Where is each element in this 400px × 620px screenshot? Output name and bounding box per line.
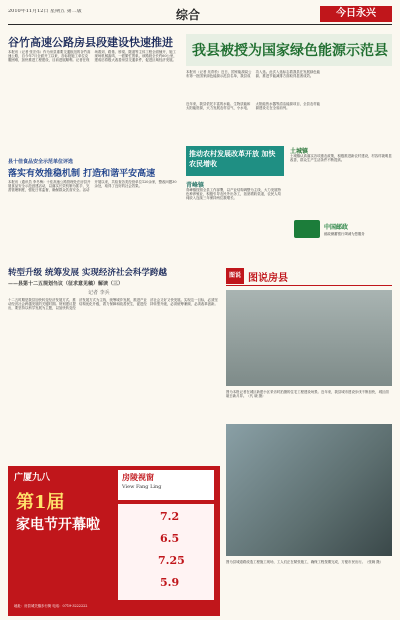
photo-news-title: 图说房县	[248, 273, 288, 284]
ad-price-1: 7.2	[160, 510, 180, 523]
blue-story-body: 本报讯（通讯员 李冬梅）十佳高速公路管理处在房县开展食品安全示范创建活动，以落实长效机制为抓手，完善管理制度，强化日常监督，确保群众饮食安全。活动开展以来，共检查各类经营单位120余家，整改问题30余处，取得了良好的社会效果。	[8, 180, 177, 193]
lead-story-title: 谷竹高速公路房县段建设快速推进	[8, 36, 173, 49]
teal-box-byline: 青峰镇	[186, 182, 205, 189]
company-box-title: 土城镇	[290, 148, 309, 155]
post-logo-icon	[294, 220, 320, 238]
lead-story-body: 本报讯（记者 张宏伟）作为房县重要交通枢纽的谷竹高速公路，自今年7月全面开工以来，各标段施工单位克服困难，加快推进工程建设，目前进展顺利。记者在现场看到，路基、桥梁、隧道等主体工程全面铺开，施工现场机械轰鸣，一派繁忙景象。该路段全长约60公里，建成后将极大改善房县交通条件，促进区域经济发展。	[8, 50, 177, 63]
teal-box-body: 青峰镇按照全县工作部署，以产业结构调整为主线，大力发展特色种养殖业，积极引导农民外出务工，拓宽增收渠道，农民人均纯收入连续三年保持两位数增长。	[186, 188, 281, 201]
ad-price-3: 7.25	[158, 554, 185, 567]
photo-construction-1	[226, 290, 392, 386]
header-bar	[8, 6, 392, 28]
blue-story-kicker: 县十佳食品安全示范单位评选	[8, 159, 74, 165]
theory-title: 转型升级 统筹发展 实现经济社会科学跨越	[8, 268, 167, 278]
lead-story	[8, 34, 178, 154]
theory-body: 十二五时期是我县加快转变经济发展方式、推动经济社会跨越发展的关键时期。规划建议提出，要坚持以科学发展为主题，以加快转变经济发展方式为主线，统筹城乡发展，推进产业结构优化升级，着力保障和改善民生，促进经济社会又好又快发展。实现这一目标，必须坚持转型升级，必须统筹兼顾，必须改革创新。	[8, 298, 218, 311]
green-feature-title: 我县被授为国家绿色能源示范县	[192, 43, 388, 59]
ad-footer: 地址：房县城关镇步行街 电话：0719-3222222	[14, 604, 88, 608]
green-feature-intro: 本报讯（记者 吴青松）近日，国家能源局公布第一批国家绿色能源示范县名单，我县成功入选。此次入选标志着我县在发展绿色能源、推进节能减排方面取得显著成效。	[186, 70, 321, 79]
teal-box	[186, 146, 284, 258]
blue-story	[8, 158, 178, 250]
photo-construction-2	[226, 424, 392, 556]
green-feature	[186, 34, 392, 142]
theory-section	[8, 266, 218, 462]
section-title: 综合	[176, 8, 201, 22]
green-feature-body: 近年来，我县依托丰富的水能、生物质能和太阳能资源，大力发展农村沼气、小水电、太阳能热水器等清洁能源项目，全县农村能源建设走在全省前列。	[186, 102, 321, 111]
paper-logo: 今日永兴	[320, 6, 392, 22]
photo-news	[226, 266, 392, 616]
theory-byline: 记者 李兵	[88, 290, 110, 296]
ad-brand-en: View Fang Ling	[122, 484, 162, 490]
photo-news-caption-1: 图为本报记者在城区新建小区采访时拍摄的住宅工程建设场景。近年来，我县城市建设步伐不断加快，城区面貌日新月异。（代 晓 摄）	[226, 390, 389, 399]
ad-store-name: 广厦九八	[14, 473, 51, 483]
blue-story-title: 落实有效推稳机制 打造和谐平安高速	[8, 169, 156, 179]
ad-headline: 第1届	[16, 492, 65, 513]
photo-news-icon: 图说	[226, 268, 244, 284]
ad-price-4: 5.9	[160, 576, 180, 589]
theory-subtitle: ——县第十二五规划刍议（征求意见稿）解读（三）	[8, 281, 124, 287]
ad-subtitle: 家电节开幕啦	[16, 517, 100, 533]
ad-brand: 房陵视窗	[122, 472, 154, 482]
company-box-body: 土城镇认真落实各项惠农政策，积极推进新农村建设，村容村貌明显改善，群众生产生活条件不断提高。	[290, 154, 392, 163]
ad-price-2: 6.5	[160, 532, 180, 545]
company-ad-text: 邮政储蓄银行竭诚为您服务	[324, 232, 365, 236]
photo-news-caption-2: 图为县城道路改造工程施工现场，工人们正在紧张施工，确保工程按期完成，方便市民出行。（张婉 摄）	[226, 560, 384, 564]
company-ad-title: 中国邮政	[324, 224, 349, 231]
header-rule	[8, 24, 392, 25]
company-box	[290, 146, 392, 258]
ad-block	[8, 466, 220, 616]
teal-box-title: 推动农村发展改革开放 加快农民增收	[189, 149, 276, 168]
date-line: 2010年11月12日 星期五 第二版	[8, 9, 82, 14]
